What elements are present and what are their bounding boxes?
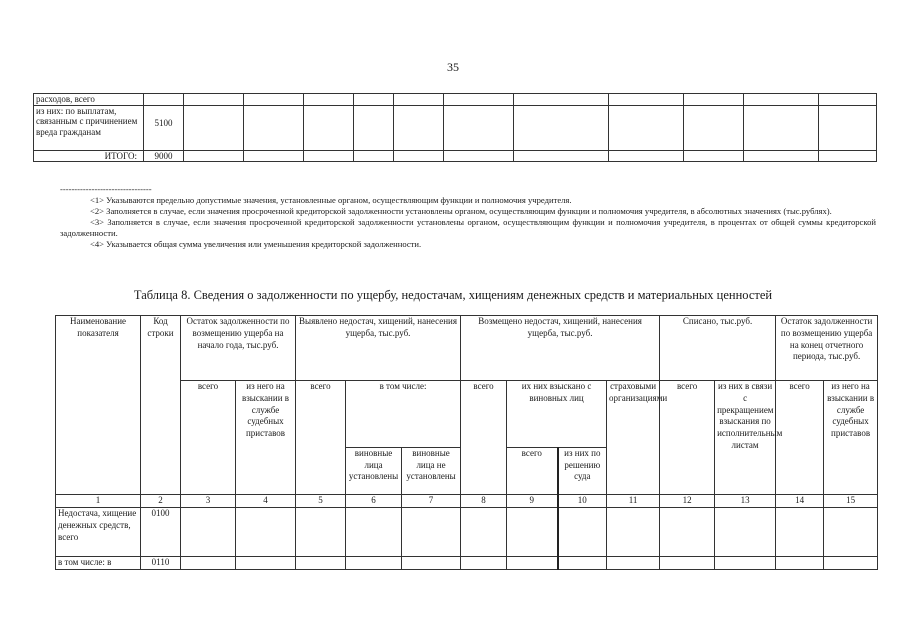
row-label: расходов, всего	[34, 94, 144, 106]
header-row	[56, 316, 878, 381]
table-row	[56, 508, 878, 557]
row-code: 0100	[141, 508, 181, 557]
column-number: 12	[660, 495, 715, 508]
footnotes	[60, 184, 876, 250]
row-code: 9000	[144, 150, 184, 162]
row-code: 0110	[141, 557, 181, 570]
row-code	[144, 94, 184, 106]
header-balance-start: Остаток задолженности по возмещению ущерба на начало года, тыс.руб.	[181, 316, 296, 381]
column-number: 7	[402, 495, 461, 508]
header-name: Наименование показателя	[56, 316, 141, 495]
column-number: 8	[461, 495, 507, 508]
footnote-3: <3> Заполняется в случае, если значения просроченной кредиторской задолженности установлены органом, осуществляющим функции и полномочия учредителя, в процентах от общей суммы кредиторской задолженности.	[60, 217, 876, 238]
column-number-row	[56, 495, 878, 508]
table-row	[34, 105, 877, 150]
header-total: всего	[461, 381, 507, 495]
header-including: в том числе:	[346, 381, 461, 448]
column-number: 5	[296, 495, 346, 508]
column-number: 13	[715, 495, 776, 508]
column-number: 9	[507, 495, 558, 508]
footnote-2: <2> Заполняется в случае, если значения просроченной кредиторской задолженности установлены органом, осуществляющим функции и полномочия учредителя, в абсолютных значениях (тыс.рублях).	[90, 206, 832, 216]
column-number: 14	[776, 495, 824, 508]
header-culprits-not-found: виновные лица не установлены	[402, 447, 461, 494]
header-total: всего	[296, 381, 346, 495]
header-bailiffs: из него на взыскании в службе судебных приставов	[236, 381, 296, 495]
page-number: 35	[447, 60, 459, 74]
row-label: в том числе: в	[56, 557, 141, 570]
column-number: 11	[607, 495, 660, 508]
income-expense-table-fragment	[33, 93, 877, 162]
header-code: Код строки	[141, 316, 181, 495]
column-number: 4	[236, 495, 296, 508]
column-number: 1	[56, 495, 141, 508]
table-row	[34, 150, 877, 162]
header-compensated: Возмещено недостач, хищений, нанесения ущерба, тыс.руб.	[461, 316, 660, 381]
table-row	[56, 557, 878, 570]
row-label: из них: по выплатам, связанным с причинением вреда гражданам	[34, 105, 144, 150]
header-total: всего	[776, 381, 824, 495]
row-label: Недостача, хищение денежных средств, всего	[56, 508, 141, 557]
header-bailiffs: из него на взыскании в службе судебных приставов	[824, 381, 878, 495]
header-revealed: Выявлено недостач, хищений, нанесения ущерба, тыс.руб.	[296, 316, 461, 381]
header-ended-recovery: из них в связи с прекращением взыскания по исполнительным листам	[715, 381, 776, 495]
header-recovered: их них взыскано с виновных лиц	[507, 381, 607, 448]
footnote-separator: --------------------------------	[60, 184, 152, 194]
table8-damage-debt	[55, 315, 878, 570]
header-total: всего	[507, 447, 558, 494]
footnote-1: <1> Указываются предельно допустимые значения, установленные органом, осуществляющим функции и полномочия учредителя.	[90, 195, 572, 205]
header-balance-end: Остаток задолженности по возмещению ущерба на конец отчетного периода, тыс.руб.	[776, 316, 878, 381]
header-total: всего	[181, 381, 236, 495]
row-label: ИТОГО:	[34, 150, 144, 162]
footnote-4: <4> Указывается общая сумма увеличения или уменьшения кредиторской задолженности.	[90, 239, 422, 249]
header-culprits-found: виновные лица установлены	[346, 447, 402, 494]
column-number: 10	[558, 495, 607, 508]
header-total: всего	[660, 381, 715, 495]
column-number: 2	[141, 495, 181, 508]
row-code: 5100	[144, 105, 184, 150]
column-number: 15	[824, 495, 878, 508]
table8-title: Таблица 8. Сведения о задолженности по ущербу, недостачам, хищениям денежных средств и материальных ценностей	[133, 288, 773, 302]
header-insurance: страховыми организациями	[607, 381, 660, 495]
column-number: 3	[181, 495, 236, 508]
column-number: 6	[346, 495, 402, 508]
header-by-court: из них по решению суда	[558, 447, 607, 494]
table-row	[34, 94, 877, 106]
header-written-off: Списано, тыс.руб.	[660, 316, 776, 381]
